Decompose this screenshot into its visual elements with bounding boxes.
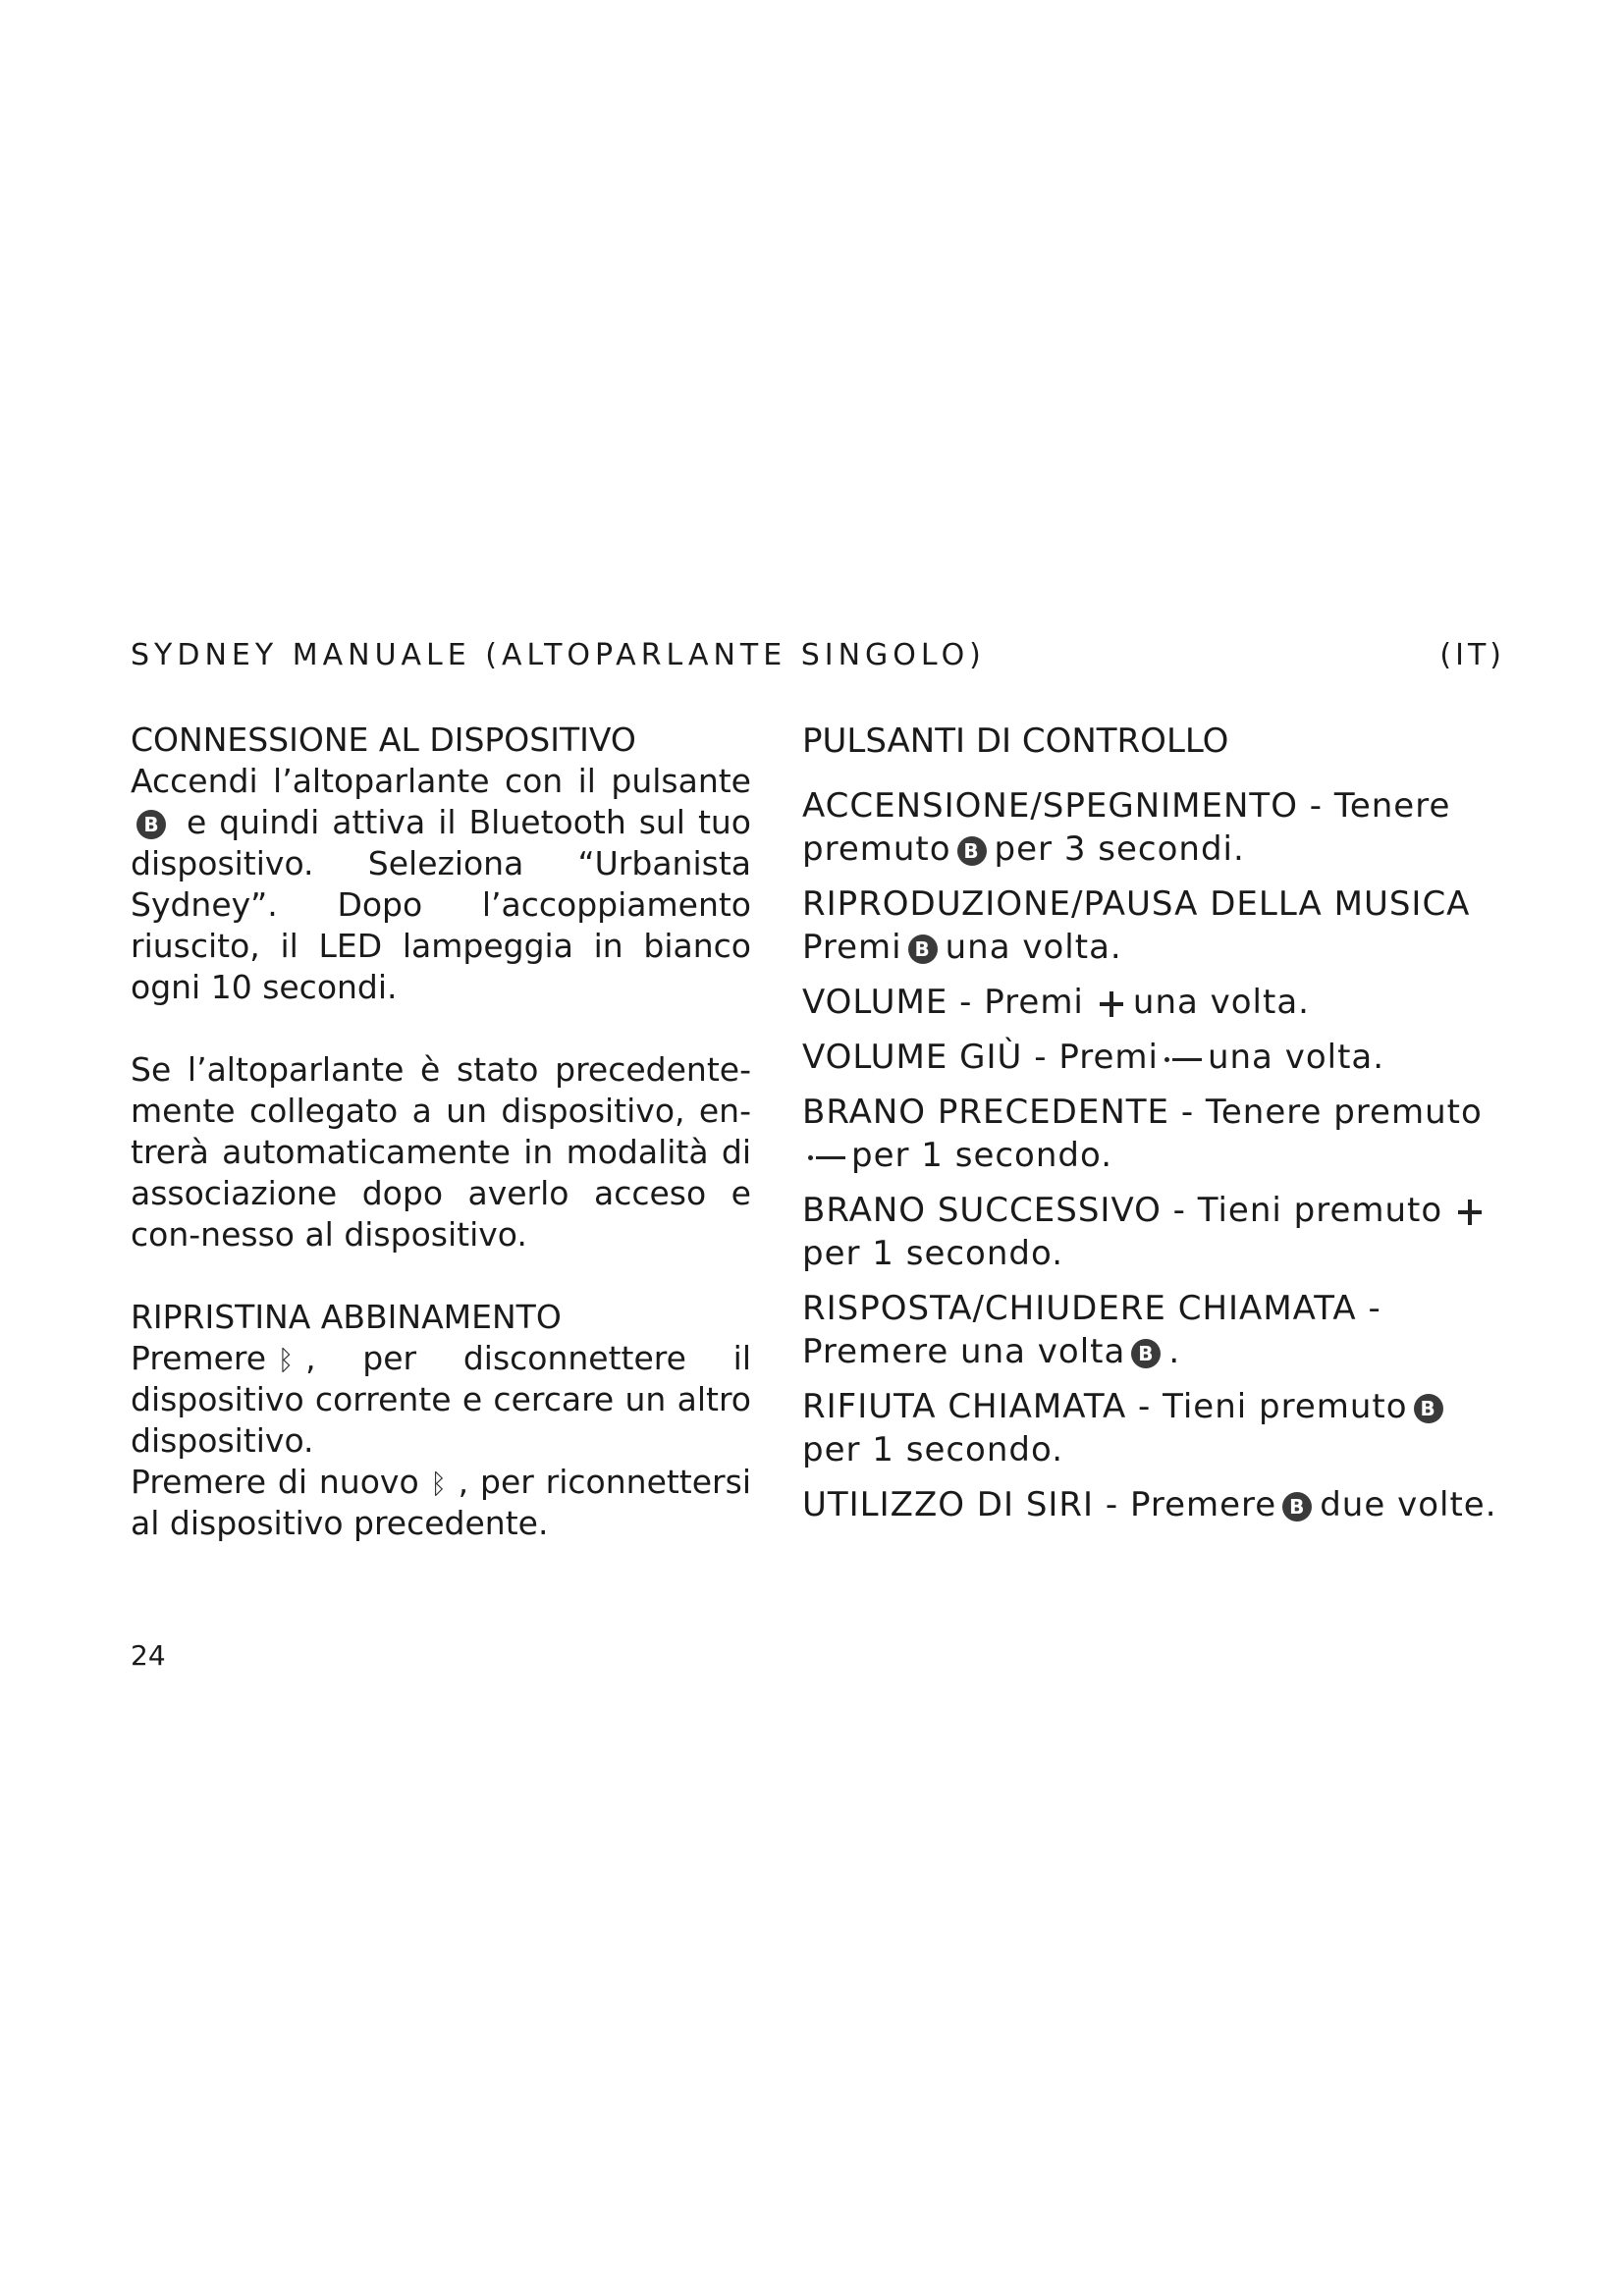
control-text: .: [1168, 1332, 1181, 1371]
power-button-icon: B: [1282, 1492, 1312, 1522]
control-text: una volta.: [1132, 983, 1310, 1022]
control-text: per 1 secondo.: [802, 1430, 1063, 1469]
control-item-next-track: [802, 1189, 1509, 1275]
reset-text-2b: , per riconnettersi al dispositivo precedente.: [131, 1463, 751, 1542]
control-text: per 1 secondo.: [851, 1136, 1112, 1175]
reconnect-paragraph: Se l’altoparlante è stato precedente-mente collegato a un dispositivo, en-trerà automaticamente in modalità di associazione dopo averlo acceso e con-nesso al dispositivo.: [131, 1050, 751, 1254]
minus-icon: [1164, 1044, 1202, 1074]
control-text: RIFIUTA CHIAMATA - Tieni premuto: [802, 1387, 1408, 1426]
header-title: SYDNEY MANUALE (ALTOPARLANTE SINGOLO): [131, 638, 986, 672]
control-item-previous-track: [802, 1091, 1509, 1177]
control-item-reject-call: [802, 1385, 1509, 1471]
reset-text-2a: Premere di nuovo: [131, 1463, 419, 1501]
right-column: [802, 720, 1509, 1538]
control-text: VOLUME GIÙ - Premi: [802, 1038, 1159, 1077]
reset-text-1b: , per disconnettere il dispositivo corrente e cercare un altro dispositivo.: [131, 1339, 751, 1460]
control-text: una volta.: [1207, 1038, 1385, 1077]
control-text: per 1 secondo.: [802, 1234, 1063, 1273]
control-text: BRANO PRECEDENTE - Tenere premuto: [802, 1093, 1483, 1132]
control-item-play-pause: [802, 882, 1509, 969]
controls-heading: PULSANTI DI CONTROLLO: [802, 721, 1229, 761]
control-item-siri: [802, 1483, 1509, 1526]
control-text: una volta.: [945, 928, 1122, 967]
control-text: UTILIZZO DI SIRI - Premere: [802, 1485, 1277, 1524]
control-text: RISPOSTA/CHIUDERE CHIAMATA - Premere una volta: [802, 1289, 1381, 1371]
control-item-answer-call: [802, 1287, 1509, 1373]
reset-text-1a: Premere: [131, 1339, 267, 1377]
control-item-volume-down: [802, 1036, 1509, 1079]
power-button-icon: B: [136, 810, 166, 839]
power-button-icon: B: [957, 836, 987, 866]
connect-text-1: Accendi l’altoparlante con il pulsante: [131, 762, 751, 800]
power-button-icon: B: [1414, 1394, 1443, 1423]
connect-paragraph: [131, 761, 751, 1008]
reset-paragraph-2: [131, 1462, 751, 1544]
control-text: due volte.: [1320, 1485, 1497, 1524]
connect-heading: CONNESSIONE AL DISPOSITIVO: [131, 721, 636, 759]
reset-heading: RIPRISTINA ABBINAMENTO: [131, 1298, 562, 1336]
connect-text-2: e quindi attiva il Bluetooth sul tuo dispositivo. Seleziona “Urbanista Sydney”. Dopo l’accoppiamento riuscito, il LED lampeggia in bianco ogni 10 secondi.: [131, 803, 751, 1006]
power-button-icon: B: [1131, 1339, 1161, 1368]
control-item-volume-up: [802, 981, 1509, 1024]
control-text: per 3 secondi.: [994, 829, 1245, 869]
header-language: (IT): [1439, 638, 1505, 672]
power-button-icon: B: [908, 934, 938, 964]
control-text: BRANO SUCCESSIVO - Tieni premuto: [802, 1191, 1443, 1230]
control-text: RIPRODUZIONE/PAUSA DELLA MUSICA Premi: [802, 884, 1471, 967]
control-text: ACCENSIONE/SPEGNIMENTO - Tenere premuto: [802, 786, 1451, 869]
page-number: 24: [131, 1639, 166, 1672]
page-header: [131, 638, 1505, 681]
bluetooth-icon: ᛒ: [277, 1343, 295, 1376]
minus-icon: [808, 1143, 845, 1172]
control-text: VOLUME - Premi: [802, 983, 1084, 1022]
reset-paragraph-1: [131, 1338, 751, 1462]
plus-icon: [1452, 1198, 1482, 1227]
control-item-power: [802, 784, 1509, 871]
plus-icon: [1094, 989, 1123, 1019]
bluetooth-icon: ᛒ: [430, 1467, 448, 1500]
left-column: [131, 720, 751, 1544]
